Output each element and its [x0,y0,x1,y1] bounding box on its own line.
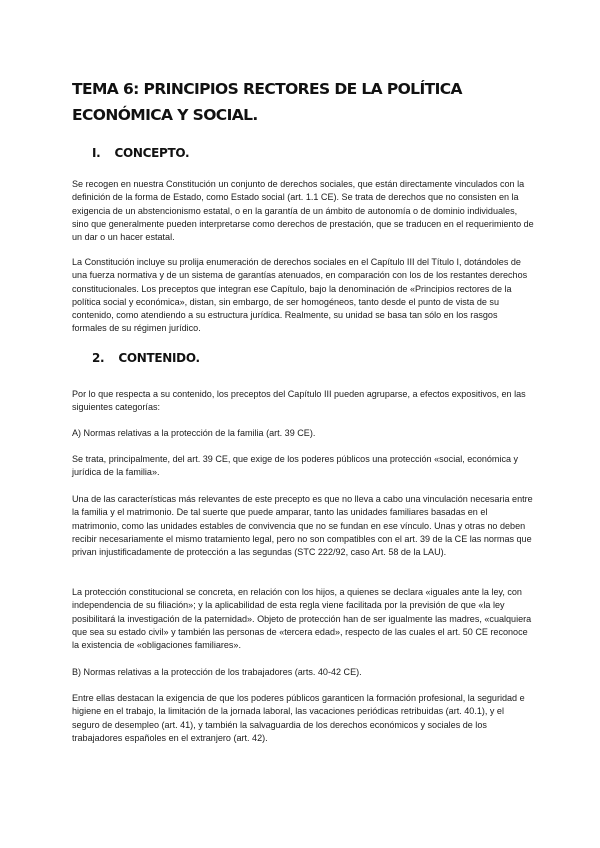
section-title: CONCEPTO. [114,146,190,160]
paragraph: La Constitución incluye su prolija enumeración de derechos sociales en el Capítulo III del Título I, dotándoles de una fuerza normativa y de un sistema de garantías atenuados, en comparación con los de los restantes derechos constitucionales. Los preceptos que integran ese Capítulo, bajo la denominación de «Principios rectores de la política social y económica», distan, sin embargo, de ser homogéneos, tanto desde el punto de vista de su contenido, como atendiendo a su estructura jurídica. Realmente, su unidad se basa tan sólo en los rasgos formales de su régimen jurídico. [72,257,528,334]
paragraph: Se recogen en nuestra Constitución un conjunto de derechos sociales, que están directamente vinculados con la definición de la forma de Estado, como Estado social (art. 1.1 CE). Se trata de derechos que no consisten en la exigencia de un abstencionismo estatal, o en la garantía de un ámbito de autonomía o de dominio individuales, sino que generalmente pueden interpretarse como derechos de prestación, que se traducen en el requerimiento de un dar o un hacer estatal. [72,179,534,242]
paragraph: Entre ellas destacan la exigencia de que los poderes públicos garanticen la formación profesional, la seguridad e higiene en el trabajo, la limitación de la jornada laboral, las vacaciones periódicas retribuidas (art. 40.1), y el seguro de desempleo (art. 41), y también la salvaguardia de los derechos económicos y sociales de los trabajadores españoles en el extranjero (art. 42). [72,693,525,743]
page-title: TEMA 6: PRINCIPIOS RECTORES DE LA POLÍTICA ECONÓMICA Y SOCIAL. [72,80,462,124]
paragraph: La protección constitucional se concreta, en relación con los hijos, a quienes se declara «iguales ante la ley, con independencia de su filiación»; y la aplicabilidad de esta regla viene facilitada por la previsión de que «la ley posibilitará la investigación de la paternidad». Objeto de protección han de ser igualmente las madres, «cualquiera que sea su estado civil» y también las personas de «tercera edad», respecto de las cuales el art. 50 CE reconoce la existencia de «obligaciones familiares». [72,587,532,650]
section-heading-concepto [92,146,189,160]
section-number: 2. [92,351,105,365]
section-heading-contenido [92,351,200,365]
subheading-familia: A) Normas relativas a la protección de la familia (art. 39 CE). [72,428,316,438]
section-number: I. [92,146,101,160]
paragraph: Por lo que respecta a su contenido, los preceptos del Capítulo III pueden agruparse, a efectos expositivos, en las siguientes categorías: [72,389,526,413]
paragraph: Se trata, principalmente, del art. 39 CE, que exige de los poderes públicos una protección «social, económica y jurídica de la familia». [72,454,519,478]
paragraph: Una de las características más relevantes de este precepto es que no lleva a cabo una vinculación necesaria entre la familia y el matrimonio. De tal suerte que puede amparar, tanto las unidades familiares basadas en el matrimonio, como las unidades estables de convivencia que no se fundan en ese vínculo. Unas y otras no deben recibir necesariamente el mismo tratamiento legal, pero no son compatibles con el art. 39 de la CE las normas que privan injustificadamente de protección a las segundas (STC 222/92, caso Art. 58 de la LAU). [72,494,533,557]
subheading-trabajadores: B) Normas relativas a la protección de los trabajadores (arts. 40-42 CE). [72,667,362,677]
section-title: CONTENIDO. [118,351,200,365]
